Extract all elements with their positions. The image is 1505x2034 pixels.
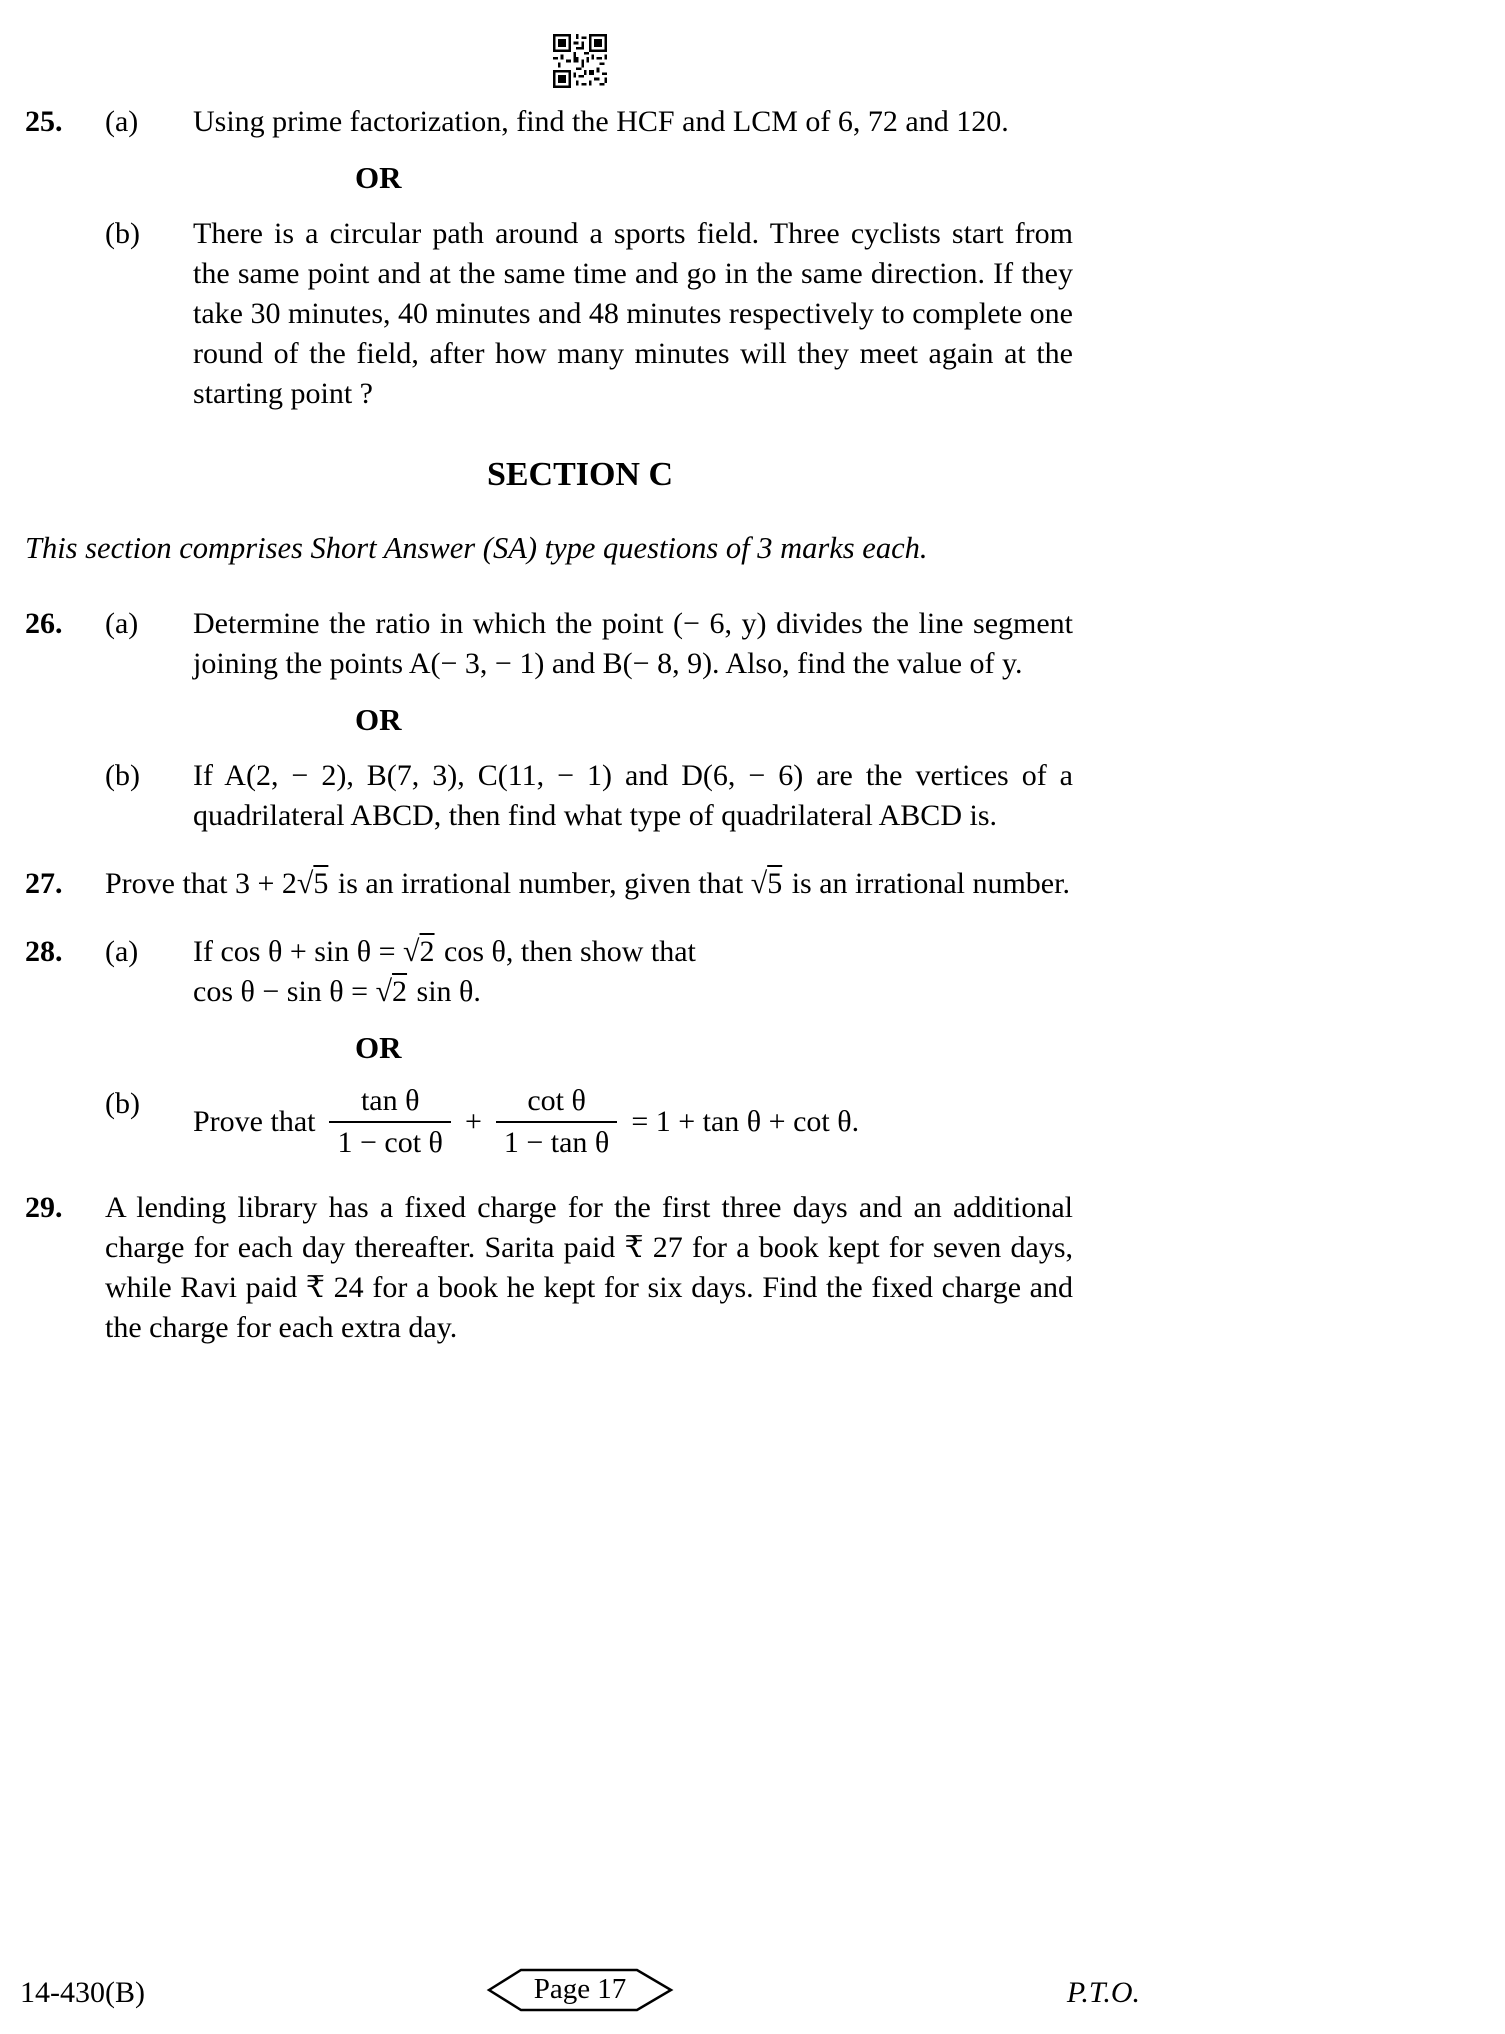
or-separator: OR xyxy=(355,160,402,195)
pto-label: P.T.O. xyxy=(1066,1976,1140,2009)
equation-line-1 xyxy=(193,932,1073,972)
question-26-part-b xyxy=(105,756,1073,836)
fraction-1-denominator: 1 − cot θ xyxy=(329,1121,450,1160)
plus-sign: + xyxy=(464,1105,482,1138)
question-25-number: 25. xyxy=(25,105,63,138)
text-segment: sin θ. xyxy=(409,975,481,1008)
question-29-number: 29. xyxy=(25,1191,63,1224)
question-26 xyxy=(25,604,1073,836)
section-c-description: This section comprises Short Answer (SA) type questions of 3 marks each. xyxy=(25,531,928,565)
part-b-label: (b) xyxy=(105,759,140,792)
paper-code: 14-430(B) xyxy=(20,1976,145,2009)
fraction-2 xyxy=(496,1084,617,1160)
text-segment: cos θ − sin θ = √ xyxy=(193,975,393,1008)
question-26-number: 26. xyxy=(25,607,63,640)
question-28 xyxy=(25,932,1073,1160)
equation-line-2 xyxy=(193,972,1073,1012)
question-29-content xyxy=(105,1188,1073,1348)
radicand: 2 xyxy=(419,935,435,968)
page-number: Page 17 xyxy=(533,1972,627,2005)
part-a-label: (a) xyxy=(105,935,139,968)
question-28-part-a xyxy=(105,932,1073,1012)
question-27-number: 27. xyxy=(25,867,63,900)
part-a-text xyxy=(193,932,1073,1012)
radicand: 2 xyxy=(392,975,408,1008)
section-c-title: SECTION C xyxy=(486,456,674,493)
page-footer xyxy=(20,1966,1140,2014)
part-a-text: Using prime factorization, find the HCF and LCM of 6, 72 and 120. xyxy=(193,105,1009,138)
text-segment: is an irrational number. xyxy=(784,867,1070,900)
fraction-2-numerator: cot θ xyxy=(527,1084,586,1117)
text-segment: If cos θ + sin θ = √ xyxy=(193,935,420,968)
question-27-text xyxy=(105,864,1073,904)
or-separator: OR xyxy=(355,1030,402,1065)
text-segment: is an irrational number, given that √ xyxy=(330,867,768,900)
part-b-text: There is a circular path around a sports field. Three cyclists start from the same point and at the same time and go in the same direction. If they take 30 minutes, 40 minutes and 48 minutes respectively to complete one round of the field, after how many minutes will they meet again at the starting point ? xyxy=(193,217,1073,410)
or-separator: OR xyxy=(355,702,402,737)
qr-code-icon xyxy=(553,34,607,88)
question-28-part-b xyxy=(105,1084,1073,1160)
question-29 xyxy=(25,1188,1073,1348)
question-28-content xyxy=(105,932,1073,1160)
text-segment: Prove that xyxy=(193,1105,316,1138)
page-number-badge xyxy=(485,1966,675,2014)
question-25-part-b xyxy=(105,214,1073,414)
part-b-text: If A(2, − 2), B(7, 3), C(11, − 1) and D(6, − 6) are the vertices of a quadrilateral ABCD, then find what type of quadrilateral ABCD is. xyxy=(193,759,1073,832)
question-25 xyxy=(25,102,1073,414)
fraction-1-numerator: tan θ xyxy=(360,1084,420,1117)
part-a-label: (a) xyxy=(105,105,139,138)
question-29-text: A lending library has a fixed charge for the first three days and an additional charge for each day thereafter. Sarita paid ₹ 27 for a book kept for seven days, while Ravi paid ₹ 24 for a book he kept for six days. Find the fixed charge and the charge for each extra day. xyxy=(105,1191,1073,1344)
question-28-number: 28. xyxy=(25,935,63,968)
radicand: 5 xyxy=(767,867,783,900)
question-27-content xyxy=(105,864,1073,904)
part-b-equation xyxy=(193,1084,1073,1160)
fraction-1 xyxy=(329,1084,450,1160)
part-a-label: (a) xyxy=(105,607,139,640)
question-27 xyxy=(25,864,1073,904)
question-26-part-a xyxy=(105,604,1073,684)
part-a-text: Determine the ratio in which the point (− 6, y) divides the line segment joining the points A(− 3, − 1) and B(− 8, 9). Also, find the value of y. xyxy=(193,607,1073,680)
question-25-part-a xyxy=(105,102,1073,142)
equation-result: = 1 + tan θ + cot θ. xyxy=(631,1105,860,1138)
text-segment: Prove that 3 + 2√ xyxy=(105,867,314,900)
part-b-label: (b) xyxy=(105,217,140,250)
question-26-content xyxy=(105,604,1073,836)
fraction-2-denominator: 1 − tan θ xyxy=(496,1121,617,1160)
part-b-label: (b) xyxy=(105,1087,140,1120)
text-segment: cos θ, then show that xyxy=(436,935,696,968)
radicand: 5 xyxy=(313,867,329,900)
qr-code-container xyxy=(25,34,1135,88)
question-25-content xyxy=(105,102,1073,414)
